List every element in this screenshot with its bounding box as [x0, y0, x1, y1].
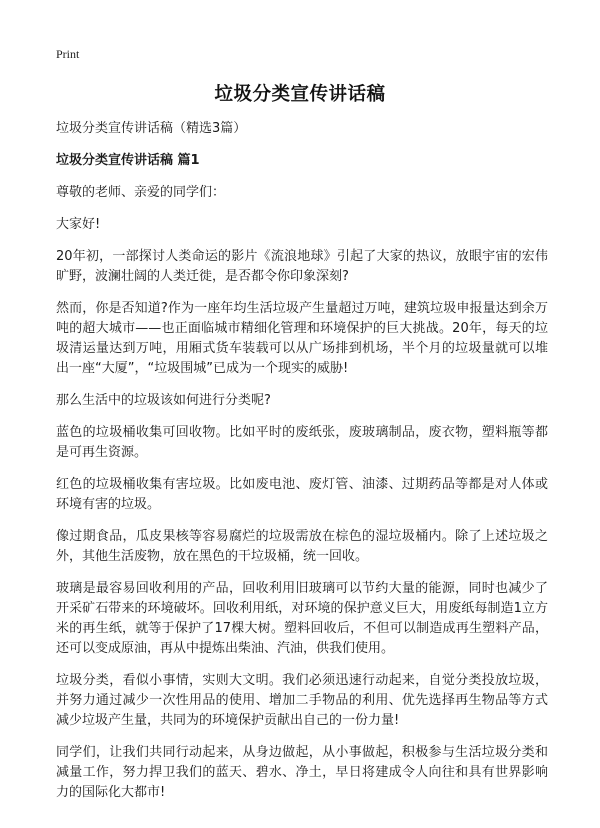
- section-heading: 垃圾分类宣传讲话稿 篇1: [56, 153, 200, 168]
- paragraph-civilization: 垃圾分类，看似小事情，实则大文明。我们必须迅速行动起来，自觉分类投放垃圾，并努力通过减少一次性用品的使用、增加二手物品的利用、优先选择再生物品等方式减少垃圾产生量，共同为的环境保护贡献出自己的一份力量!: [56, 673, 548, 728]
- paragraph-challenge: 然而，你是否知道?作为一座年均生活垃圾产生量超过万吨，建筑垃圾申报量达到余万吨的超大城市——也正面临城市精细化管理和环境保护的巨大挑战。20年，每天的垃圾清运量达到万吨，用厢式货车装载可以从广场排到机场，半个月的垃圾量就可以堆出一座“大厦”，“垃圾围城”已成为一个现实的威胁!: [56, 301, 548, 376]
- paragraph-recycling: 玻璃是最容易回收利用的产品，回收利用旧玻璃可以节约大量的能源，同时也减少了开采矿石带来的环境破坏。回收利用纸，对环境的保护意义巨大，用废纸每制造1立方米的再生纸，就等于保护了17棵大树。塑料回收后，不但可以制造成再生塑料产品，还可以变成原油，再从中提炼出柴油、汽油，供我们使用。: [56, 581, 548, 656]
- print-link[interactable]: Print: [56, 47, 80, 61]
- paragraph-greeting: 大家好!: [56, 217, 101, 232]
- paragraph-question: 那么生活中的垃圾该如何进行分类呢?: [56, 393, 271, 408]
- paragraph-call-to-action: 同学们，让我们共同行动起来，从身边做起，从小事做起，积极参与生活垃圾分类和减量工作，努力捍卫我们的蓝天、碧水、净土，早日将建成令人向往和具有世界影响力的国际化大都市!: [56, 745, 548, 800]
- paragraph-salutation: 尊敬的老师、亲爱的同学们：: [56, 185, 226, 200]
- document-subtitle: 垃圾分类宣传讲话稿（精选3篇）: [56, 121, 247, 136]
- paragraph-blue-bin: 蓝色的垃圾桶收集可回收物。比如平时的废纸张，废玻璃制品，废衣物，塑料瓶等都是可再生资源。: [56, 425, 548, 460]
- paragraph-red-bin: 红色的垃圾桶收集有害垃圾。比如废电池、废灯管、油漆、过期药品等都是对人体或环境有害的垃圾。: [56, 477, 548, 512]
- document-body: [56, 119, 548, 815]
- paragraph-intro: 20年初，一部探讨人类命运的影片《流浪地球》引起了大家的热议，放眼宇宙的宏伟旷野，波澜壮阔的人类迁徙，是否都令你印象深刻?: [56, 249, 548, 284]
- document-title: 垃圾分类宣传讲话稿: [214, 84, 386, 105]
- paragraph-wet-dry-bins: 像过期食品，瓜皮果核等容易腐烂的垃圾需放在棕色的湿垃圾桶内。除了上述垃圾之外，其他生活废物，放在黑色的干垃圾桶，统一回收。: [56, 529, 548, 564]
